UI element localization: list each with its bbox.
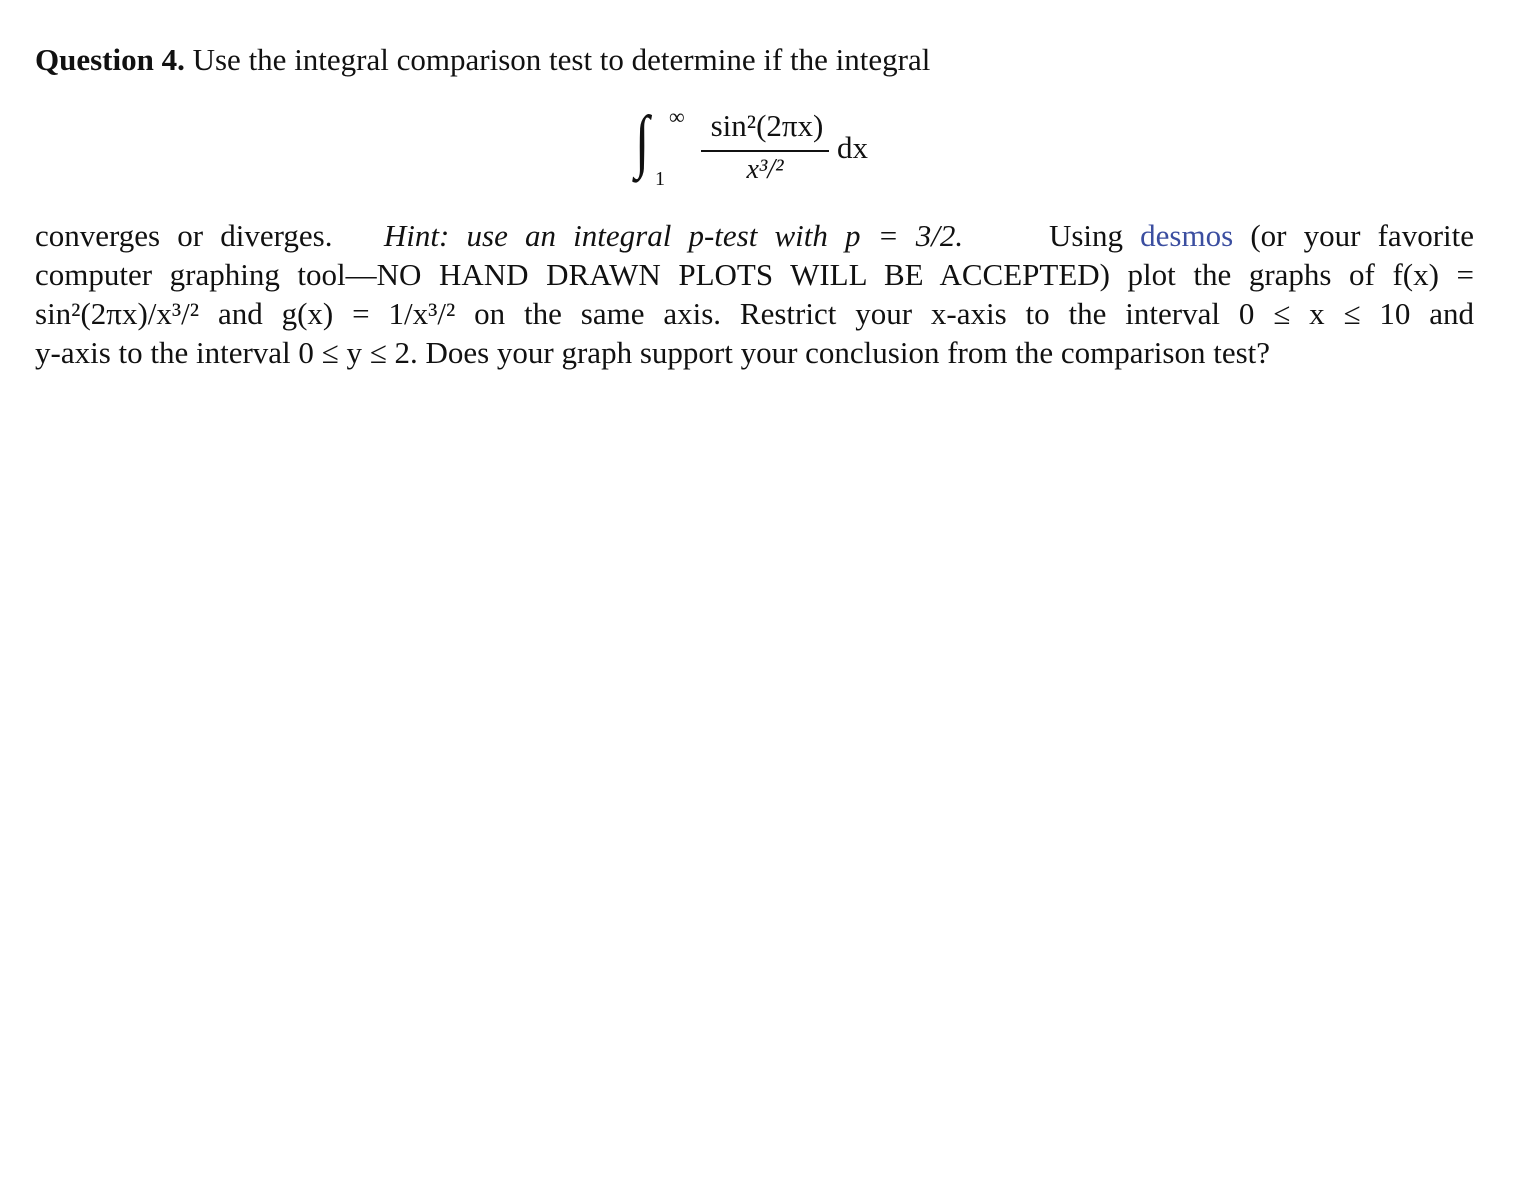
question-body: [35, 216, 1474, 372]
using-text: Using: [1048, 218, 1124, 253]
body-line-1-end: (or your favorite: [1250, 218, 1474, 253]
integrand-denominator: x³/²: [746, 154, 784, 185]
fraction-bar: [701, 150, 829, 152]
integral-differential: dx: [837, 130, 868, 165]
desmos-link[interactable]: desmos: [1140, 218, 1234, 253]
hint-text: Hint: use an integral p-test with p = 3/2.: [383, 218, 964, 253]
body-line-4: y-axis to the interval 0 ≤ y ≤ 2. Does your graph support your conclusion from the comparison test?: [35, 335, 1271, 370]
integral-expression: [635, 100, 935, 200]
question-intro: Use the integral comparison test to determine if the integral: [192, 42, 931, 77]
integral-upper-limit: ∞: [669, 104, 685, 129]
integral-lower-limit: 1: [655, 168, 665, 190]
body-line-2: computer graphing tool—NO HAND DRAWN PLOTS WILL BE ACCEPTED) plot the graphs of f(x) =: [35, 257, 1474, 292]
body-line-1: [35, 216, 1474, 255]
integrand-numerator: sin²(2πx): [710, 108, 824, 143]
integral-symbol: ∫: [635, 103, 650, 180]
question-label: Question 4.: [35, 42, 185, 77]
body-line-1-start: converges or diverges.: [35, 218, 333, 253]
body-line-3: sin²(2πx)/x³/² and g(x) = 1/x³/² on the same axis. Restrict your x-axis to the interval 0 ≤ x ≤ 10 and: [35, 296, 1474, 331]
question-header: [35, 40, 930, 80]
